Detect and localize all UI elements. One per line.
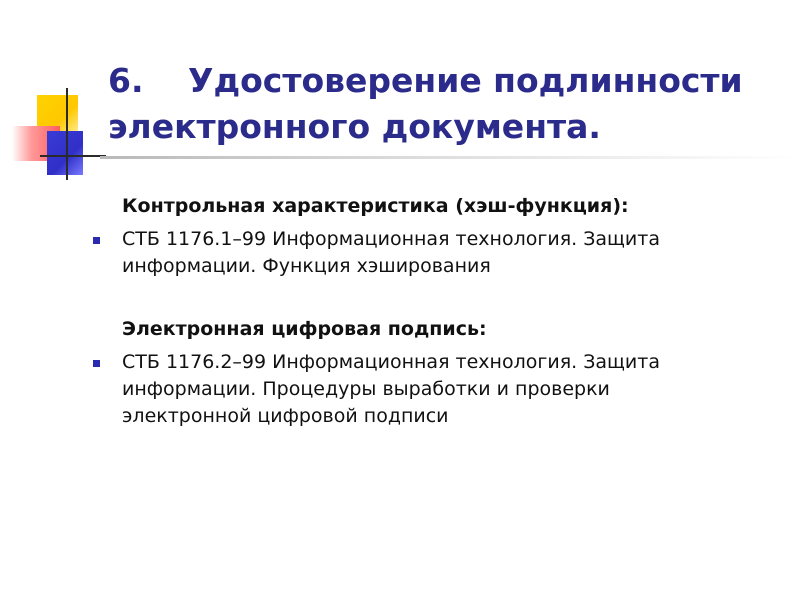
bullet-line: информации. Функция хэширования xyxy=(122,255,491,277)
slide-title xyxy=(108,58,788,150)
title-text-line-2: электронного документа. xyxy=(108,107,601,146)
bullet-line: СТБ 1176.1–99 Информационная технология. Защита xyxy=(122,228,660,250)
bullet-line: электронной цифровой подписи xyxy=(122,405,449,427)
bullet-item-signature-standard xyxy=(122,349,742,430)
title-text-line-1: Удостоверение подлинности xyxy=(188,61,743,100)
title-underline-rule xyxy=(100,156,800,159)
title-line-1 xyxy=(108,58,788,104)
section-heading-hash: Контрольная характеристика (хэш-функция): xyxy=(122,195,629,217)
title-number: 6. xyxy=(108,61,144,100)
section-heading-signature: Электронная цифровая подпись: xyxy=(122,318,487,340)
vertical-line-decoration xyxy=(66,88,68,180)
bullet-line: информации. Процедуры выработки и проверки xyxy=(122,378,610,400)
blue-square-decoration xyxy=(47,131,83,175)
horizontal-line-decoration xyxy=(40,155,106,157)
bullet-line: СТБ 1176.2–99 Информационная технология. Защита xyxy=(122,351,660,373)
bullet-item-hash-standard xyxy=(122,226,742,280)
square-bullet-icon xyxy=(93,237,100,244)
square-bullet-icon xyxy=(93,360,100,367)
